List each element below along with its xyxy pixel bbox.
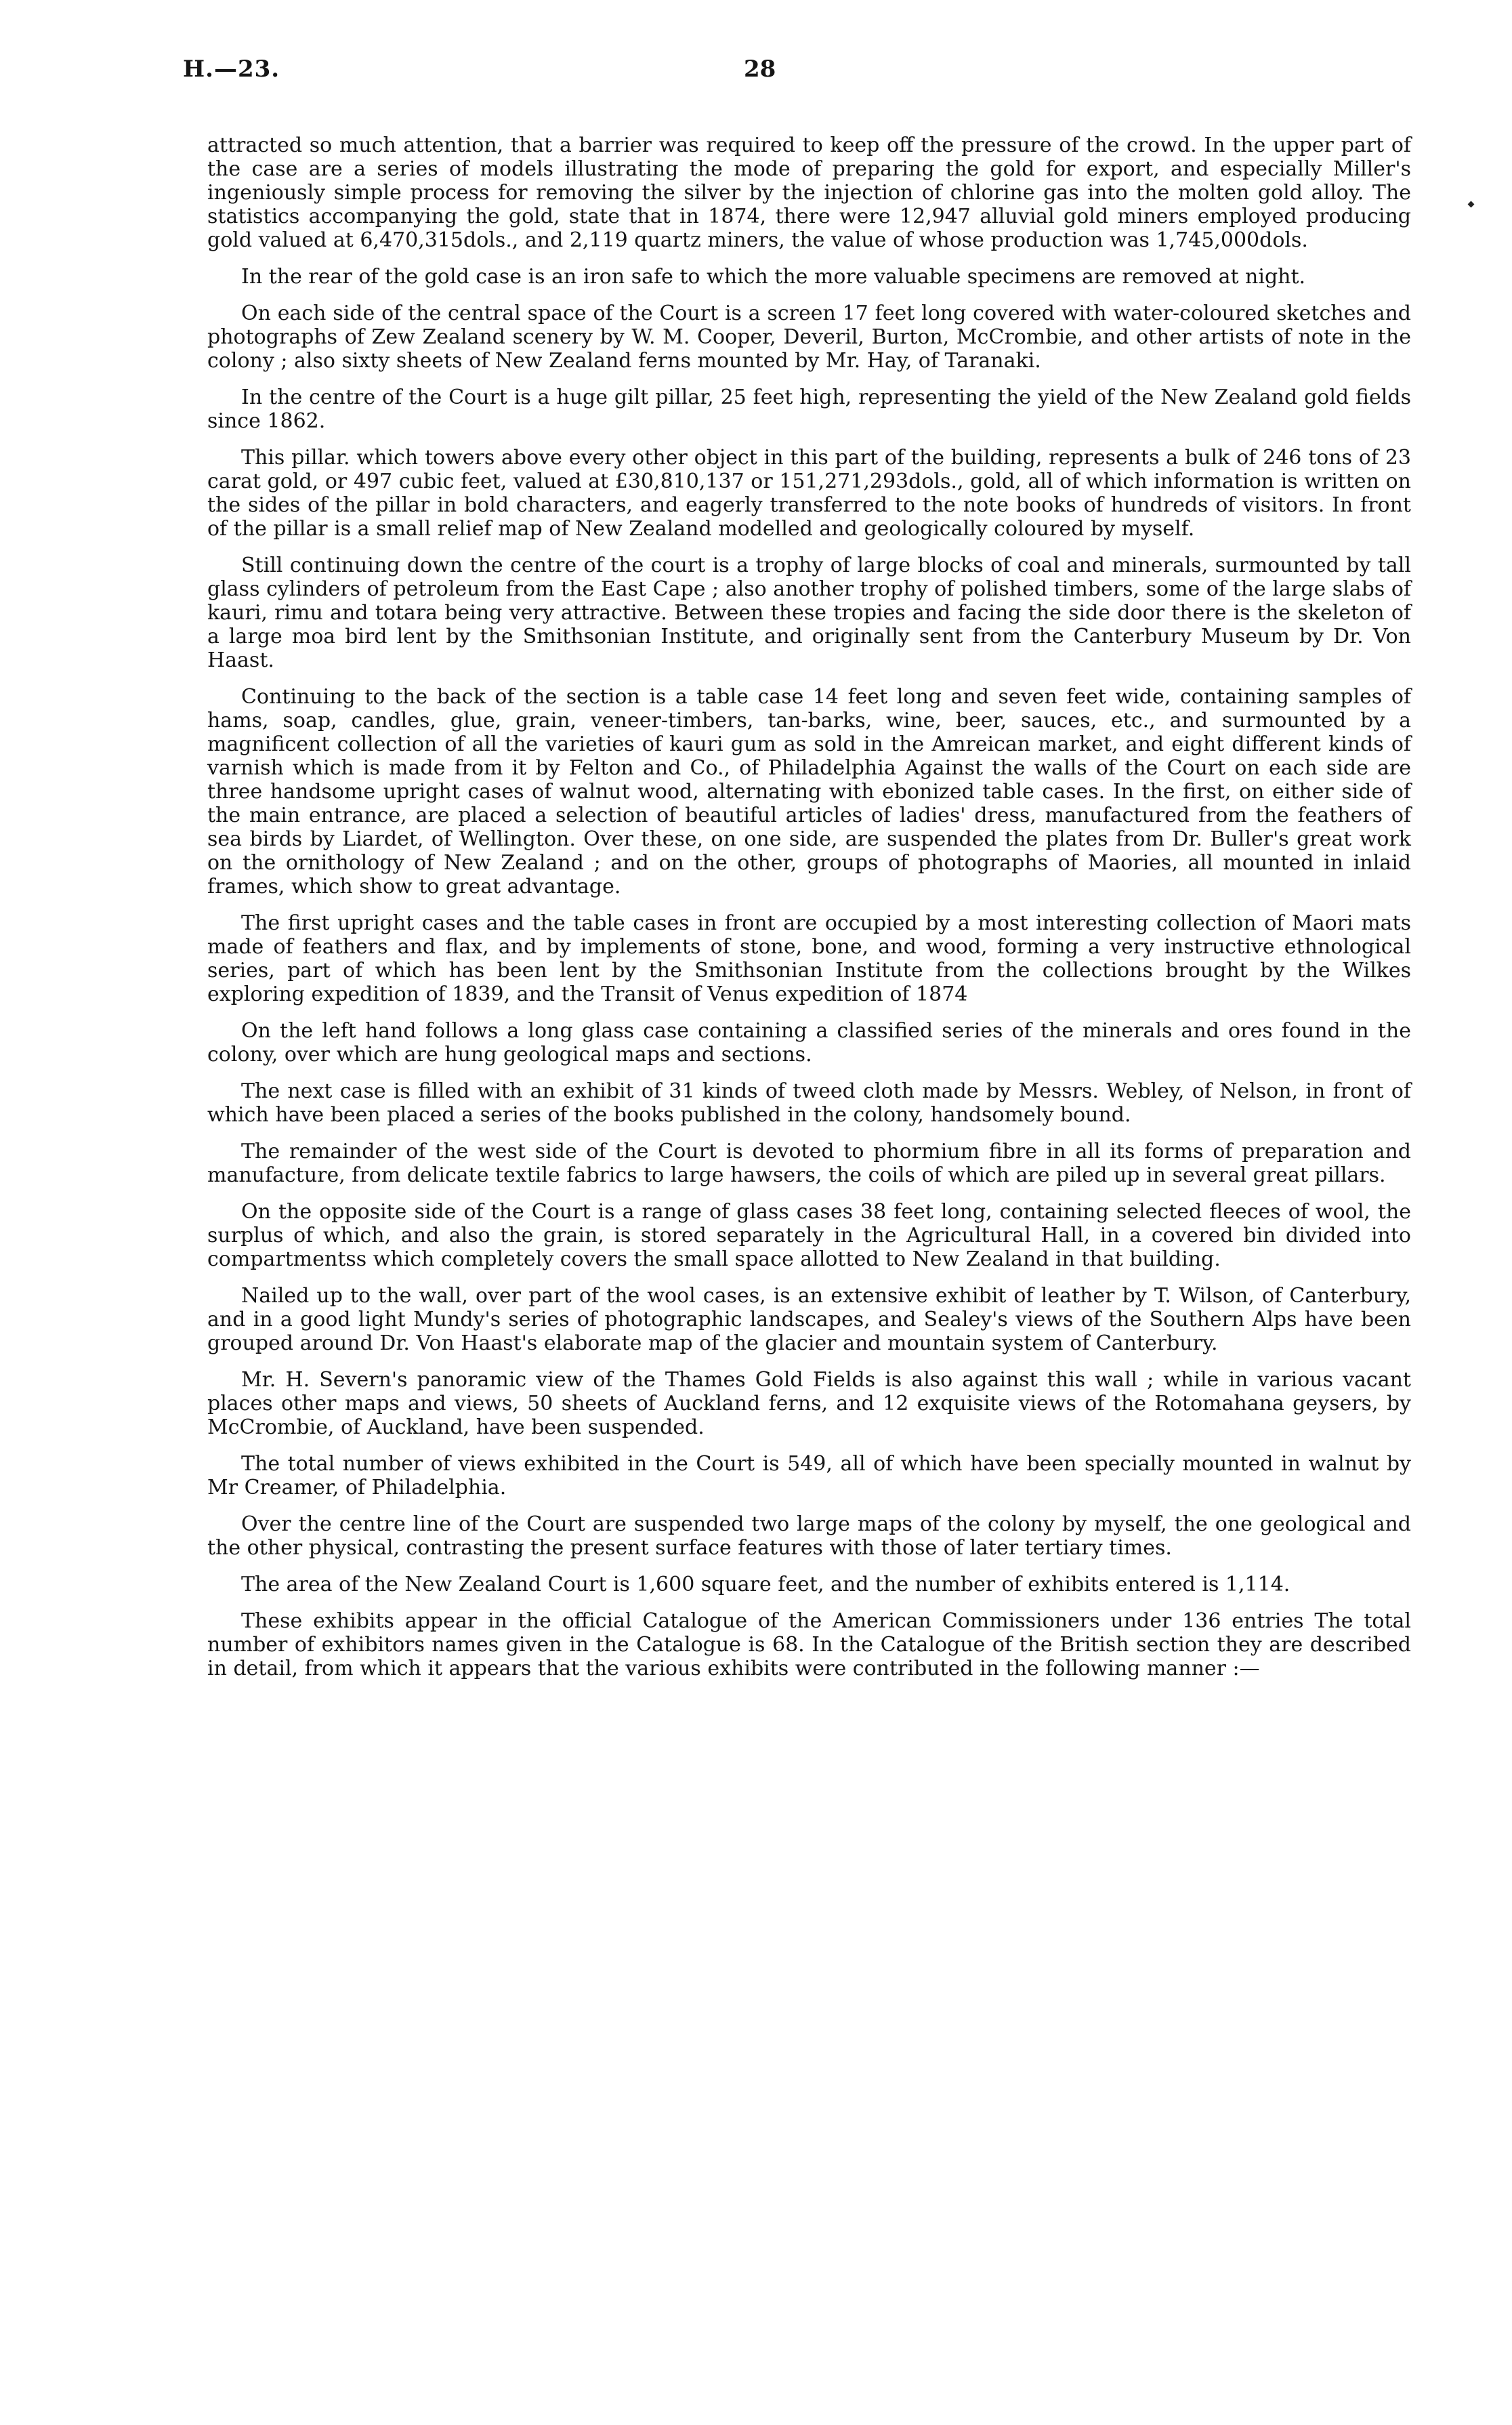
paragraph-gilt-pillar: In the centre of the Court is a huge gilt pillar, 25 feet high, representing the yield of the New Zealand gold fields since 1862. [207,386,1411,433]
paragraph-gold-case-continued: attracted so much attention, that a barrier was required to keep off the pressure of the crowd. In the upper part of the case are a series of models illustrating the mode of preparing the gold for export, and especially Miller's ingeniously simple process for removing the silver by the injection of chlorine gas into the molten gold alloy. The statistics accompanying the gold, state that in 1874, there were 12,947 alluvial gold miners employed producing gold valued at 6,470,315dols., and 2,119 quartz miners, the value of whose production was 1,745,000dols. [207,133,1411,252]
paragraph-tweed: The next case is filled with an exhibit of 31 kinds of tweed cloth made by Messrs. Webley, of Nelson, in front of which have been placed a series of the books published in the colony, handsomely bound. [207,1079,1411,1127]
paragraph-maps: Over the centre line of the Court are suspended two large maps of the colony by myself, the one geological and the other physical, contrasting the present surface features with those of later tertiary times. [207,1512,1411,1560]
body-text [207,133,1411,2390]
paragraph-trophies: Still continuing down the centre of the court is a trophy of large blocks of coal and minerals, surmounted by tall glass cylinders of petroleum from the East Cape ; also another trophy of polished timbers, some of the large slabs of kauri, rimu and totara being very attractive. Between these tropies and facing the side door there is the skeleton of a large moa bird lent by the Smithsonian Institute, and originally sent from the Canterbury Museum by Dr. Von Haast. [207,554,1411,672]
paragraph-iron-safe: In the rear of the gold case is an iron safe to which the more valuable specimens are removed at night. [241,265,1306,289]
paragraph-screens: On each side of the central space of the Court is a screen 17 feet long covered with water-coloured sketches and photographs of Zew Zealand scenery by W. M. Cooper, Deveril, Burton, McCrombie, and other artists of note in the colony ; also sixty sheets of New Zealand ferns mounted by Mr. Hay, of Taranaki. [207,302,1411,373]
paragraph-catalogue: These exhibits appear in the official Catalogue of the American Commissioners under 136 entries The total number of exhibitors names given in the Catalogue is 68. In the Catalogue of the British section they are described in detail, from which it appears that the various exhibits were contributed in the following manner :— [207,1609,1411,1680]
paragraph-table-case: Continuing to the back of the section is a table case 14 feet long and seven feet wide, containing samples of hams, soap, candles, glue, grain, veneer-timbers, tan-barks, wine, beer, sauces, etc., and surmounted by a magnificent collection of all the varieties of kauri gum as sold in the Amreican market, and eight different kinds of varnish which is made from it by Felton and Co., of Philadelphia Against the walls of the Court on each side are three handsome upright cases of walnut wood, alternating with ebonized table cases. In the first, on either side of the main entrance, are placed a selection of beautiful articles of ladies' dress, manufactured from the feathers of sea birds by Liardet, of Wellington. Over these, on one side, are suspended the plates from Dr. Buller's great work on the ornithology of New Zealand ; and on the other, groups of photographs of Maories, all mounted in inlaid frames, which show to great advantage. [207,685,1411,898]
paragraph-phormium: The remainder of the west side of the Court is devoted to phormium fibre in all its forms of preparation and manufacture, from delicate textile fabrics to large hawsers, the coils of which are piled up in several great pillars. [207,1140,1411,1187]
paragraph-wool: On the opposite side of the Court is a range of glass cases 38 feet long, containing selected fleeces of wool, the surplus of which, and also the grain, is stored separately in the Agricultural Hall, in a covered bin divided into compartmentss which completely covers the small space allotted to New Zealand in that building. [207,1200,1411,1271]
report-code: H.—23. [183,56,280,83]
paragraph-pillar-details: This pillar. which towers above every other object in this part of the building, represents a bulk of 246 tons of 23 carat gold, or 497 cubic feet, valued at £30,810,137 or 151,271,293dols., gold, all of which information is written on the sides of the pillar in bold characters, and eagerly transferred to the note books of hundreds of visitors. In front of the pillar is a small relief map of New Zealand modelled and geologically coloured by myself. [207,446,1411,541]
paragraph-maori-collection: The first upright cases and the table cases in front are occupied by a most interesting collection of Maori mats made of feathers and flax, and by implements of stone, bone, and wood, forming a very instructive ethnological series, part of which has been lent by the Smithsonian Institute from the collections brought by the Wilkes exploring expedition of 1839, and the Transit of Venus expedition of 1874 [207,911,1411,1006]
page-number: 28 [744,56,776,83]
paragraph-panorama: Mr. H. Severn's panoramic view of the Thames Gold Fields is also against this wall ; while in various vacant places other maps and views, 50 sheets of Auckland ferns, and 12 exquisite views of the Rotomahana geysers, by McCrombie, of Auckland, have been suspended. [207,1368,1411,1439]
paragraph-views-total: The total number of views exhibited in the Court is 549, all of which have been specially mounted in walnut by Mr Creamer, of Philadelphia. [207,1452,1411,1499]
paragraph-area: The area of the New Zealand Court is 1,600 square feet, and the number of exhibits entered is 1,114. [241,1573,1290,1596]
margin-mark [1468,201,1475,208]
paragraph-minerals: On the left hand follows a long glass case containing a classified series of the minerals and ores found in the colony, over which are hung geological maps and sections. [207,1019,1411,1066]
paragraph-leather: Nailed up to the wall, over part of the wool cases, is an extensive exhibit of leather by T. Wilson, of Canterbury, and in a good light Mundy's series of photographic landscapes, and Sealey's views of the Southern Alps have been grouped around Dr. Von Haast's elaborate map of the glacier and mountain system of Canterbury. [207,1284,1411,1355]
